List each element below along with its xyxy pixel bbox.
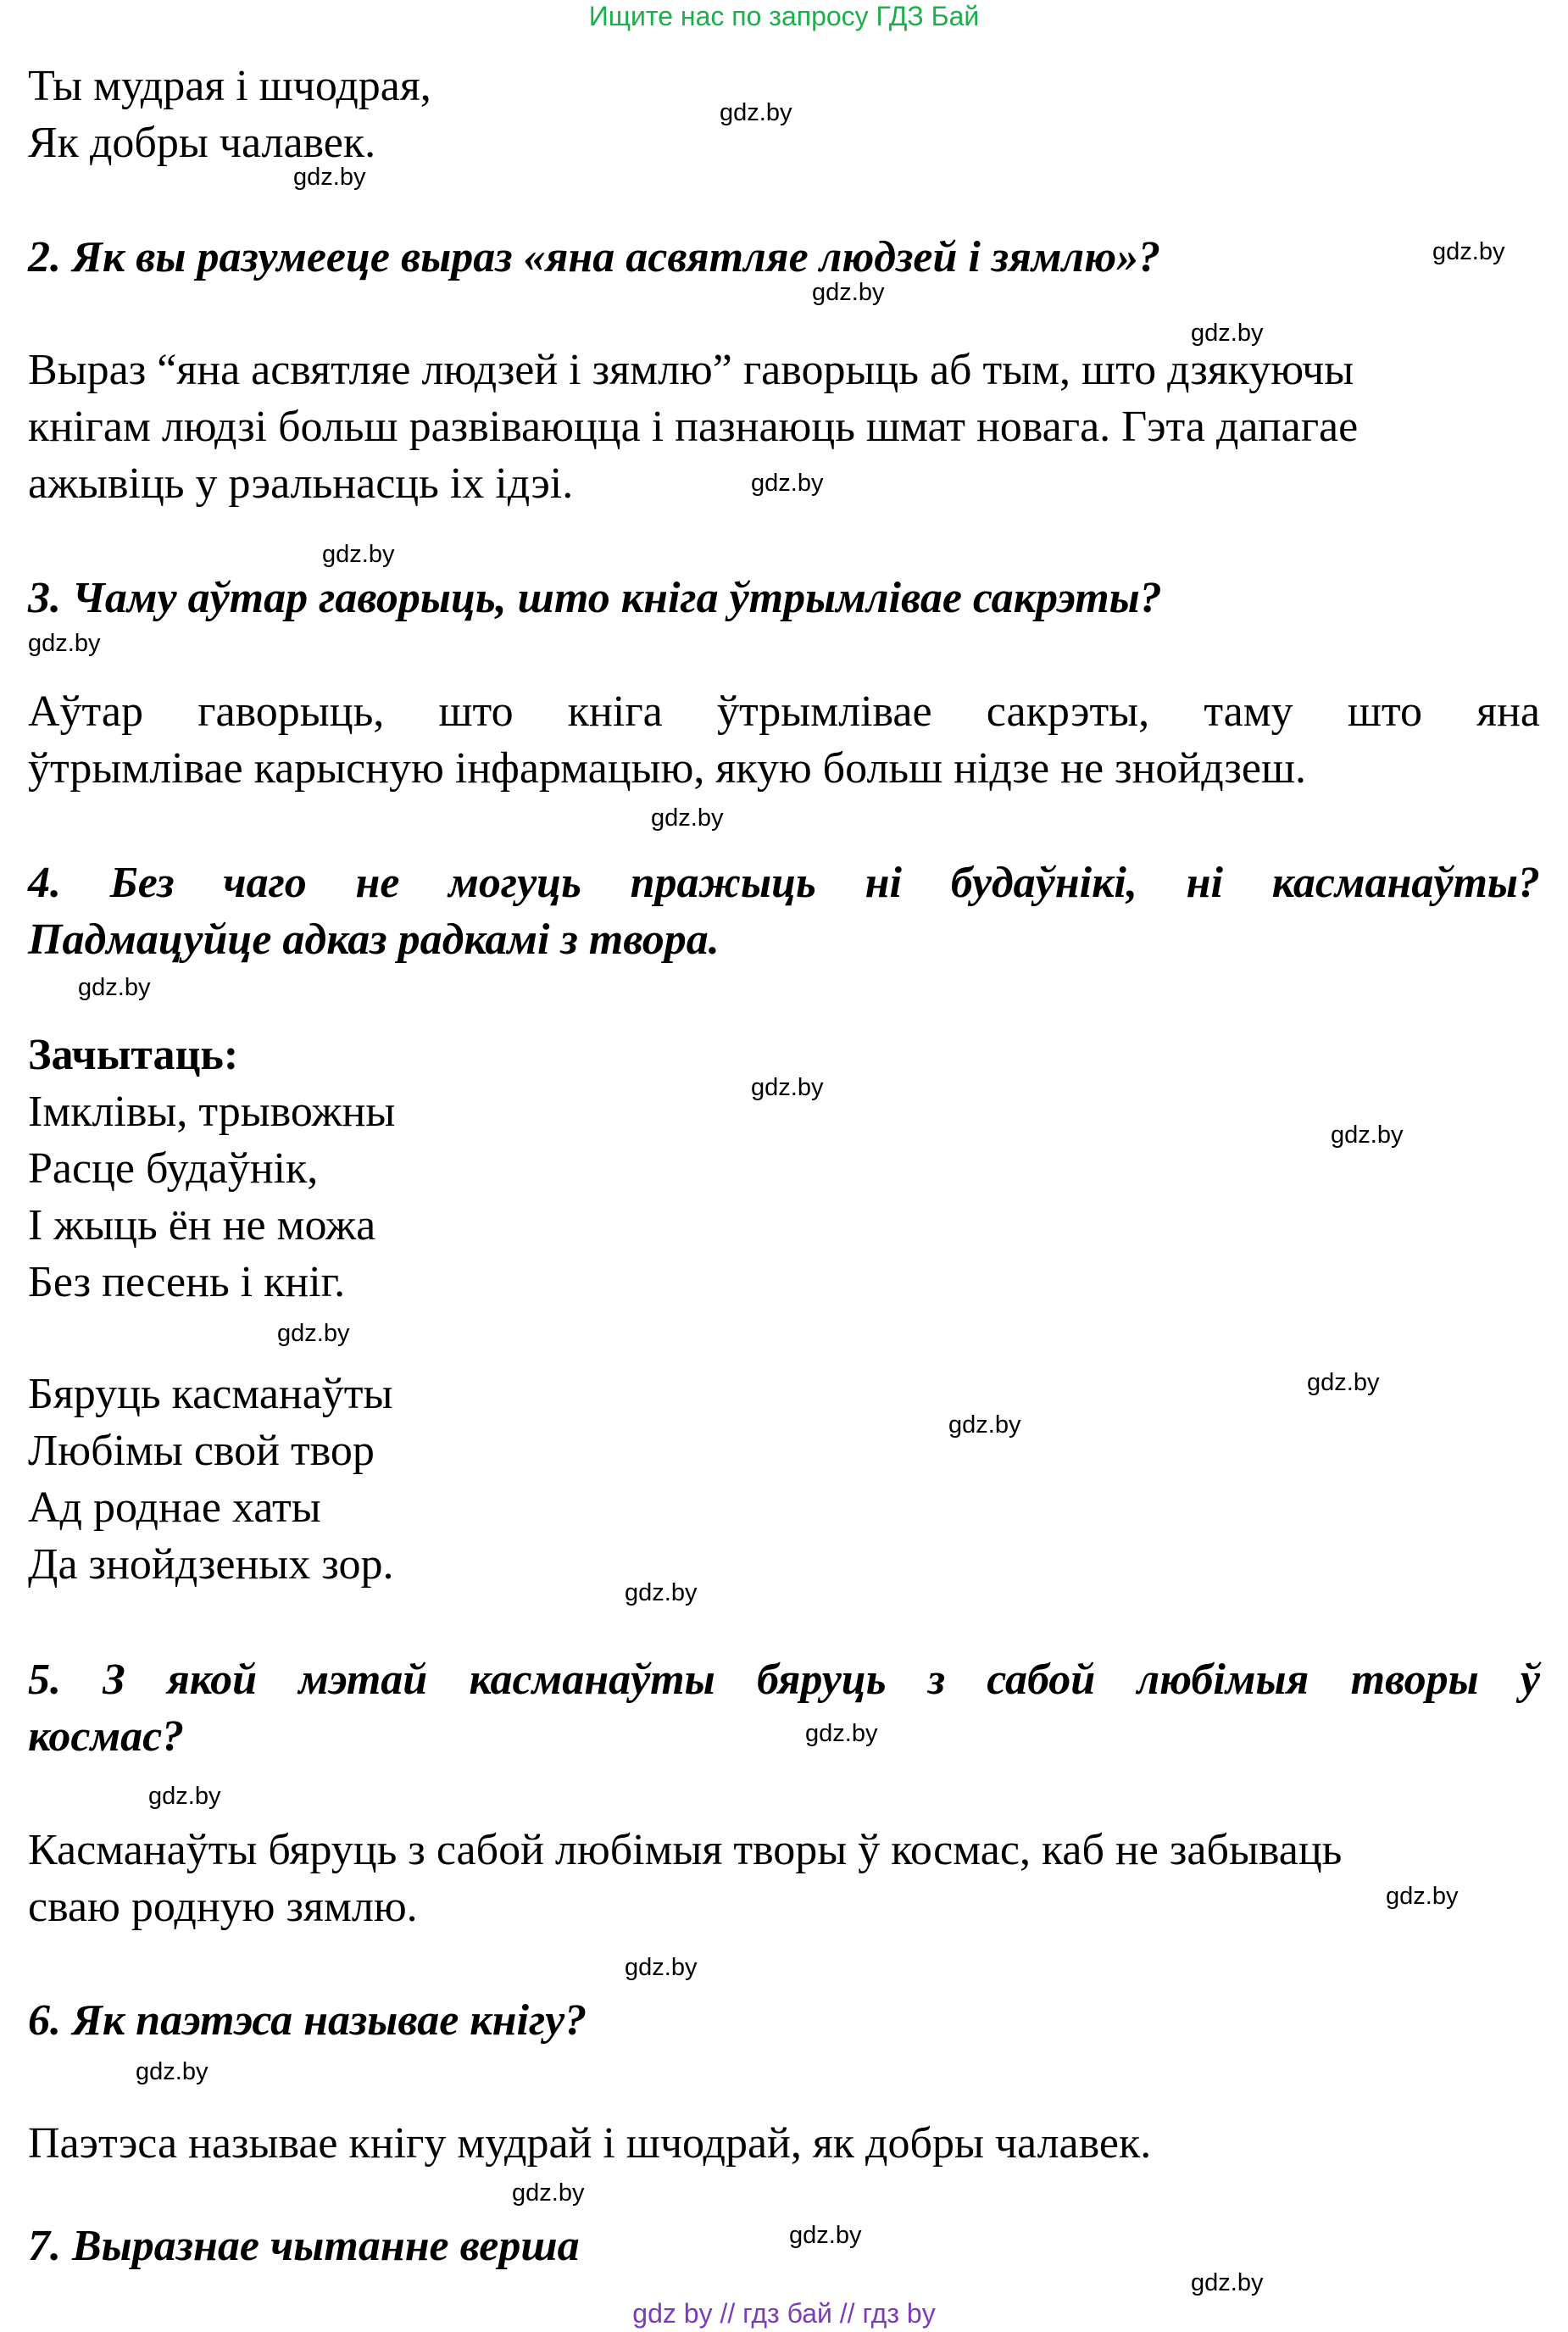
answer-line: ўтрымлівае карысную інфармацыю, якую больш нідзе не знойдзеш. bbox=[28, 744, 1306, 793]
question-text: 5. З якой мэтай касманаўты бяруць з сабой любімыя творы ў bbox=[28, 1656, 1540, 1704]
question-2 bbox=[28, 229, 1540, 286]
question-5 bbox=[28, 1651, 1540, 1765]
read-label: Зачытаць: bbox=[28, 1031, 239, 1079]
answer-line: Касманаўты бяруць з сабой любімыя творы ў космас, каб не забываць bbox=[28, 1826, 1343, 1874]
poem-line: Ты мудрая і шчодрая, bbox=[28, 62, 431, 110]
answer-6 bbox=[28, 2115, 1540, 2172]
question-text: 6. Як паэтэса называе кнігу? bbox=[28, 1996, 587, 2045]
watermark: gdz.by bbox=[805, 1720, 878, 1747]
stanza-line: Да знойдзеных зор. bbox=[28, 1540, 394, 1589]
watermark: gdz.by bbox=[1386, 1883, 1459, 1910]
watermark: gdz.by bbox=[1191, 320, 1264, 347]
footer-banner[interactable]: gdz by // гдз бай // гдз by bbox=[632, 2298, 936, 2329]
answer-line: Выраз “яна асвятляе людзей і зямлю” гаворыць аб тым, што дзякуючы bbox=[28, 346, 1354, 394]
watermark: gdz.by bbox=[136, 2058, 209, 2085]
question-text: Падмацуйце адказ радкамі з твора. bbox=[28, 916, 720, 964]
watermark: gdz.by bbox=[751, 1074, 824, 1101]
question-text: 2. Як вы разумееце выраз «яна асвятляе людзей і зямлю»? bbox=[28, 233, 1161, 281]
question-4 bbox=[28, 854, 1540, 968]
stanza-line: Імклівы, трывожны bbox=[28, 1088, 396, 1136]
watermark: gdz.by bbox=[1307, 1369, 1380, 1396]
watermark: gdz.by bbox=[293, 164, 366, 191]
watermark: gdz.by bbox=[1191, 2269, 1264, 2296]
question-6 bbox=[28, 1992, 1540, 2049]
answer-line: кнігам людзі больш развіваюцца і пазнаюць шмат новага. Гэта дапагае bbox=[28, 403, 1359, 451]
stanza-line: Бяруць касманаўты bbox=[28, 1370, 393, 1418]
watermark: gdz.by bbox=[720, 99, 792, 126]
watermark: gdz.by bbox=[277, 1320, 350, 1347]
stanza-line: Любімы свой твор bbox=[28, 1427, 375, 1475]
stanza-line: Расце будаўнік, bbox=[28, 1144, 319, 1193]
watermark: gdz.by bbox=[148, 1783, 221, 1810]
question-7 bbox=[28, 2218, 1540, 2274]
watermark: gdz.by bbox=[789, 2222, 862, 2249]
stanza-2 bbox=[28, 1366, 1540, 1593]
question-text: 4. Без чаго не могуць пражыць ні будаўнікі, ні касманаўты? bbox=[28, 859, 1540, 907]
watermark: gdz.by bbox=[28, 630, 101, 657]
watermark: gdz.by bbox=[625, 1579, 698, 1606]
watermark: gdz.by bbox=[1331, 1121, 1404, 1149]
header-banner[interactable]: Ищите нас по запросу ГДЗ Бай bbox=[588, 1, 980, 31]
answer-line: Аўтар гаворыць, што кніга ўтрымлівае сакрэты, таму што яна bbox=[28, 687, 1540, 736]
watermark: gdz.by bbox=[78, 974, 151, 1001]
read-aloud-block bbox=[28, 1027, 1540, 1311]
watermark: gdz.by bbox=[651, 804, 724, 832]
watermark: gdz.by bbox=[625, 1954, 698, 1981]
watermark: gdz.by bbox=[1432, 238, 1505, 265]
question-text: 3. Чаму аўтар гаворыць, што кніга ўтрымлівае сакрэты? bbox=[28, 574, 1162, 622]
watermark: gdz.by bbox=[322, 541, 395, 568]
watermark: gdz.by bbox=[512, 2179, 585, 2207]
stanza-line: Без песень і кніг. bbox=[28, 1258, 346, 1306]
stanza-line: Ад роднае хаты bbox=[28, 1483, 321, 1532]
watermark: gdz.by bbox=[751, 470, 824, 497]
question-text: космас? bbox=[28, 1712, 185, 1761]
poem-line: Як добры чалавек. bbox=[28, 119, 376, 167]
question-3 bbox=[28, 570, 1540, 626]
answer-line: ажывіць у рэальнасць іх ідэі. bbox=[28, 459, 574, 508]
answer-line: Паэтэса называе кнігу мудрай і шчодрай, як добры чалавек. bbox=[28, 2119, 1152, 2168]
answer-3 bbox=[28, 683, 1540, 797]
answer-5 bbox=[28, 1822, 1540, 1935]
stanza-line: І жыць ён не можа bbox=[28, 1201, 376, 1249]
answer-line: сваю родную зямлю. bbox=[28, 1883, 418, 1931]
watermark: gdz.by bbox=[948, 1411, 1021, 1439]
question-text: 7. Выразнае чытанне верша bbox=[28, 2222, 580, 2270]
watermark: gdz.by bbox=[812, 279, 885, 306]
